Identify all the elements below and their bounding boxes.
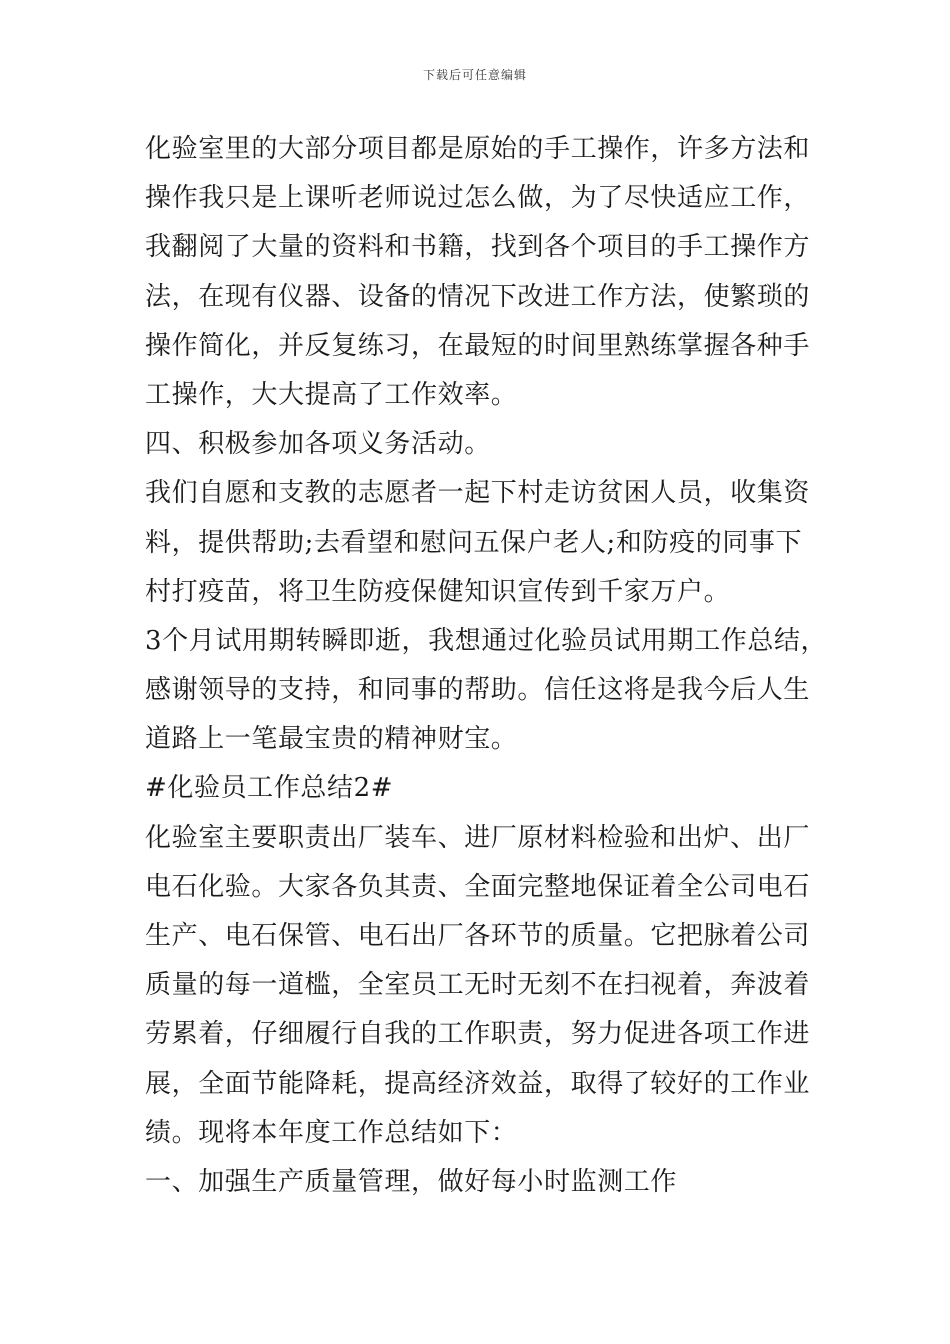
text-line: 电石化验。大家各负其责、全面完整地保证着全公司电石	[145, 871, 811, 902]
section-heading: 四、积极参加各项义务活动。	[145, 429, 491, 460]
text-line: 操作简化，并反复练习，在最短的时间里熟练掌握各种手	[145, 330, 811, 361]
text-line: 感谢领导的支持，和同事的帮助。信任这将是我今后人生	[145, 675, 811, 706]
text-line: 村打疫苗，将卫生防疫保健知识宣传到千家万户。	[145, 576, 731, 607]
text-line: 操作我只是上课听老师说过怎么做，为了尽快适应工作，	[145, 183, 811, 214]
text-line: 展，全面节能降耗，提高经济效益，取得了较好的工作业	[145, 1068, 811, 1099]
text-line: 绩。现将本年度工作总结如下：	[145, 1117, 518, 1148]
text-line: 道路上一笔最宝贵的精神财宝。	[145, 724, 518, 755]
article-title: #化验员工作总结2#	[145, 773, 394, 804]
section-heading: 一、加强生产质量管理，做好每小时监测工作	[145, 1166, 678, 1197]
text-line: 质量的每一道槛，全室员工无时无刻不在扫视着，奔波着	[145, 970, 811, 1001]
text-line: 3个月试用期转瞬即逝，我想通过化验员试用期工作总结，	[145, 625, 828, 656]
text-line: 料，提供帮助;去看望和慰问五保户老人;和防疫的同事下	[145, 527, 803, 558]
document-body	[145, 125, 828, 1207]
text-line: 化验室里的大部分项目都是原始的手工操作，许多方法和	[145, 134, 811, 164]
text-line: 化验室主要职责出厂装车、进厂原材料检验和出炉、出厂	[145, 822, 811, 853]
text-line: 我翻阅了大量的资料和书籍，找到各个项目的手工操作方	[145, 232, 811, 263]
header-note: 下载后可任意编辑	[422, 68, 527, 82]
text-line: 工操作，大大提高了工作效率。	[145, 379, 518, 410]
text-line: 生产、电石保管、电石出厂各环节的质量。它把脉着公司	[145, 921, 811, 951]
text-line: 法，在现有仪器、设备的情况下改进工作方法，使繁琐的	[145, 281, 811, 312]
text-line: 我们自愿和支教的志愿者一起下村走访贫困人员，收集资	[145, 478, 811, 509]
text-line: 劳累着，仔细履行自我的工作职责，努力促进各项工作进	[145, 1019, 811, 1050]
